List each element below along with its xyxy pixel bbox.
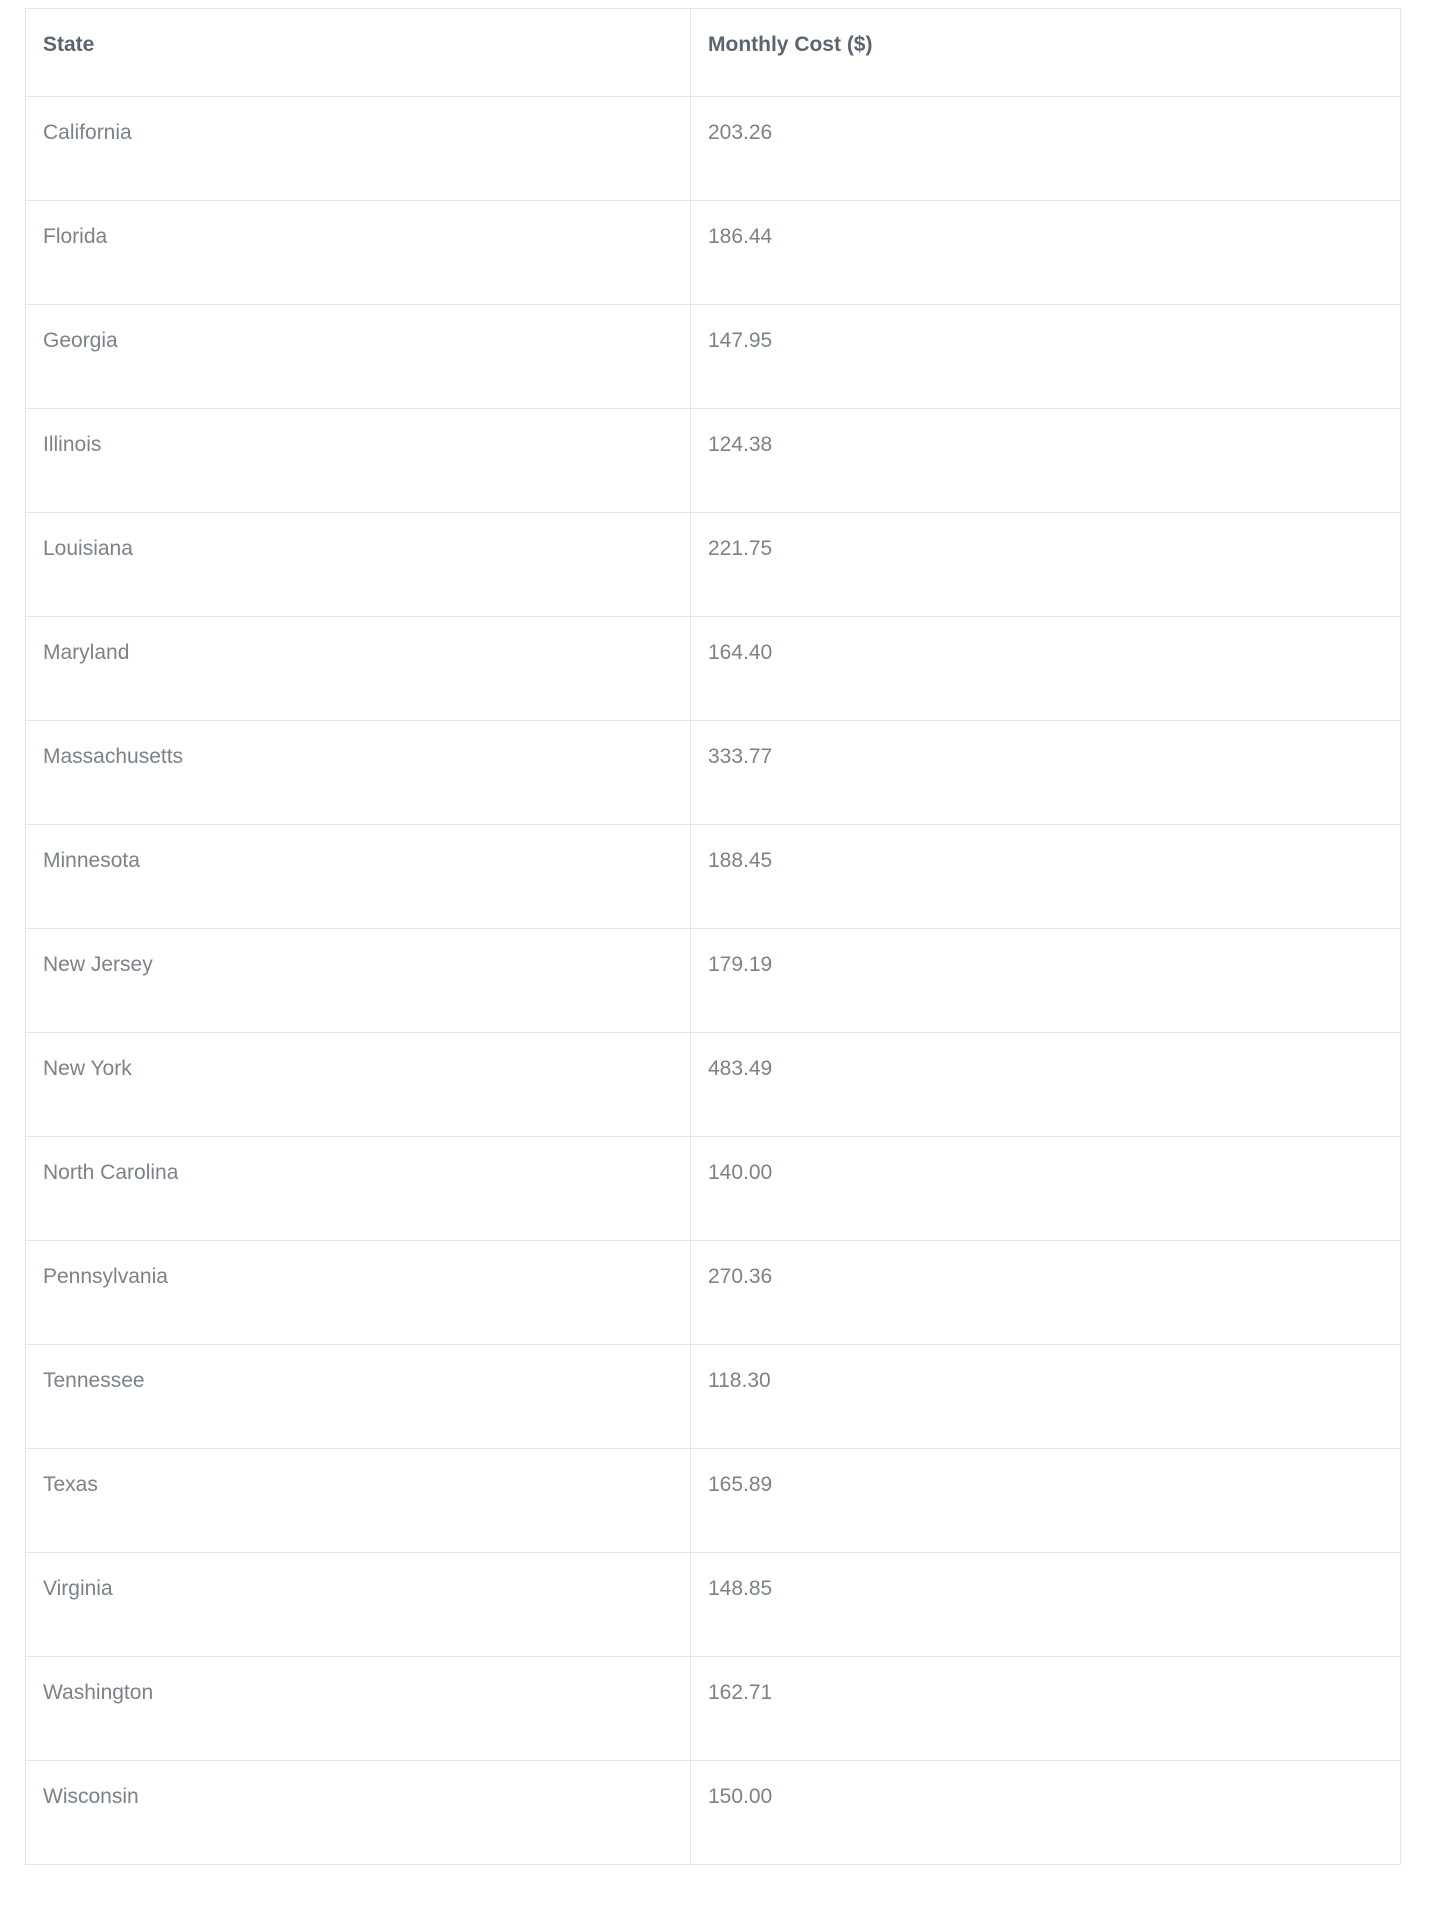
cell-state-value: Texas (43, 1473, 98, 1496)
cell-state-value: Florida (43, 225, 108, 248)
cell-state-value: Minnesota (43, 849, 140, 872)
table-row (26, 513, 1401, 617)
cell-monthly-cost-value: 140.00 (708, 1161, 773, 1184)
table-row (26, 1137, 1401, 1241)
table-row (26, 1241, 1401, 1345)
table-body (26, 97, 1401, 1865)
cell-state-value: Pennsylvania (43, 1265, 168, 1288)
cell-state (26, 1033, 691, 1137)
cell-monthly-cost (691, 1033, 1401, 1137)
cell-state-value: New York (43, 1057, 132, 1080)
table-row (26, 1345, 1401, 1449)
column-header-state (26, 9, 691, 97)
column-header-monthly-cost (691, 9, 1401, 97)
column-header-monthly-cost-label: Monthly Cost ($) (708, 33, 873, 56)
cell-monthly-cost-value: 203.26 (708, 121, 773, 144)
cell-state-value: Tennessee (43, 1369, 145, 1392)
cell-monthly-cost (691, 1657, 1401, 1761)
cell-monthly-cost (691, 1761, 1401, 1865)
cell-state-value: Illinois (43, 433, 102, 456)
cell-monthly-cost (691, 201, 1401, 305)
table-row (26, 1761, 1401, 1865)
table-row (26, 1033, 1401, 1137)
column-header-state-label: State (43, 33, 95, 56)
cell-state (26, 97, 691, 201)
cell-monthly-cost (691, 1137, 1401, 1241)
cell-state (26, 305, 691, 409)
cell-state (26, 1553, 691, 1657)
cell-monthly-cost-value: 179.19 (708, 953, 773, 976)
cell-monthly-cost-value: 164.40 (708, 641, 773, 664)
state-monthly-cost-table (25, 8, 1401, 1865)
cell-state (26, 617, 691, 721)
cell-monthly-cost (691, 305, 1401, 409)
table-row (26, 721, 1401, 825)
cell-monthly-cost-value: 148.85 (708, 1577, 773, 1600)
cell-state (26, 1761, 691, 1865)
cell-state-value: California (43, 121, 132, 144)
cell-state-value: New Jersey (43, 953, 153, 976)
cell-monthly-cost-value: 221.75 (708, 537, 773, 560)
cell-monthly-cost (691, 929, 1401, 1033)
cell-state (26, 201, 691, 305)
table-container (25, 8, 1400, 1865)
cell-monthly-cost-value: 118.30 (708, 1369, 771, 1392)
cell-state (26, 1657, 691, 1761)
cell-state-value: Washington (43, 1681, 154, 1704)
cell-monthly-cost-value: 333.77 (708, 745, 773, 768)
cell-state-value: Georgia (43, 329, 118, 352)
cell-monthly-cost-value: 165.89 (708, 1473, 773, 1496)
cell-monthly-cost (691, 1553, 1401, 1657)
cell-monthly-cost (691, 617, 1401, 721)
table-row (26, 1553, 1401, 1657)
cell-monthly-cost-value: 186.44 (708, 225, 773, 248)
cell-state-value: Maryland (43, 641, 130, 664)
cell-monthly-cost-value: 124.38 (708, 433, 773, 456)
cell-state (26, 825, 691, 929)
cell-monthly-cost (691, 1241, 1401, 1345)
table-row (26, 409, 1401, 513)
cell-monthly-cost (691, 1449, 1401, 1553)
cell-state (26, 1137, 691, 1241)
table-header (26, 9, 1401, 97)
cell-state (26, 409, 691, 513)
cell-monthly-cost (691, 721, 1401, 825)
cell-state-value: Massachusetts (43, 745, 184, 768)
cell-state-value: Wisconsin (43, 1785, 139, 1808)
table-row (26, 1657, 1401, 1761)
cell-state (26, 1241, 691, 1345)
cell-state (26, 1345, 691, 1449)
cell-monthly-cost-value: 150.00 (708, 1785, 773, 1808)
cell-state (26, 513, 691, 617)
table-header-row (26, 9, 1401, 97)
table-row (26, 929, 1401, 1033)
cell-state (26, 721, 691, 825)
cell-monthly-cost (691, 513, 1401, 617)
cell-monthly-cost-value: 188.45 (708, 849, 773, 872)
cell-state-value: North Carolina (43, 1161, 179, 1184)
table-row (26, 825, 1401, 929)
table-row (26, 201, 1401, 305)
cell-monthly-cost-value: 270.36 (708, 1265, 773, 1288)
cell-monthly-cost (691, 1345, 1401, 1449)
table-row (26, 97, 1401, 201)
table-row (26, 617, 1401, 721)
cell-monthly-cost-value: 162.71 (708, 1681, 773, 1704)
cell-state (26, 929, 691, 1033)
cell-monthly-cost-value: 147.95 (708, 329, 773, 352)
cell-state-value: Louisiana (43, 537, 133, 560)
cell-monthly-cost (691, 825, 1401, 929)
cell-state-value: Virginia (43, 1577, 113, 1600)
table-row (26, 305, 1401, 409)
cell-monthly-cost (691, 97, 1401, 201)
cell-monthly-cost (691, 409, 1401, 513)
cell-state (26, 1449, 691, 1553)
cell-monthly-cost-value: 483.49 (708, 1057, 773, 1080)
table-row (26, 1449, 1401, 1553)
